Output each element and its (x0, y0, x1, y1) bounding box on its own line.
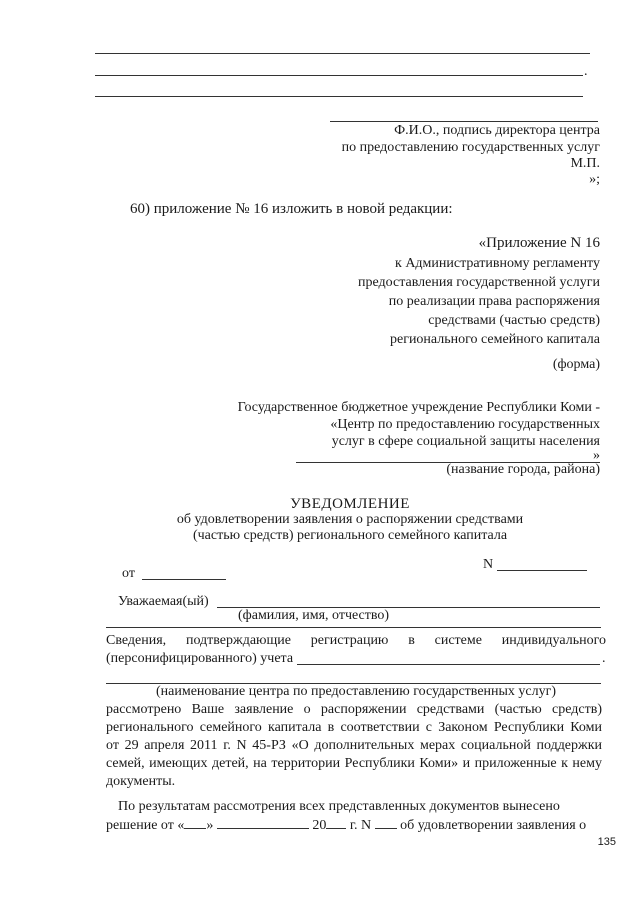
body-line-2: регионального семейного капитала в соответствии с Законом Республики Коми (106, 720, 602, 735)
amendment-text: 60) приложение № 16 изложить в новой редакции: (130, 201, 453, 217)
registration-period: . (602, 651, 606, 666)
fio-caption: (фамилия, имя, отчество) (238, 608, 390, 623)
result-month-blank (217, 816, 309, 829)
subtitle-line-2: (частью средств) регионального семейного капитала (192, 528, 508, 543)
registration-word-5: системе (434, 633, 482, 648)
blank-line-1 (95, 53, 590, 54)
body-line-3: от 29 апреля 2011 г. N 45-РЗ «О дополнительных мерах социальной поддержки (106, 738, 602, 753)
appendix-line-1: «Приложение N 16 (478, 235, 600, 251)
registration-word-1: Сведения, (106, 633, 167, 648)
registration-line-2: (персонифицированного) учета (106, 651, 294, 666)
result-decision-text: об удовлетворении заявления о (400, 818, 587, 833)
result-line-1: По результатам рассмотрения всех представленных документов вынесено (118, 799, 560, 814)
result-day-close: » (206, 818, 214, 833)
registration-word-4: в (408, 633, 415, 648)
appendix-line-3: предоставления государственной услуги (358, 275, 600, 290)
number-line (497, 570, 587, 571)
form-label: (форма) (552, 357, 600, 372)
signature-line (330, 121, 598, 122)
result-number-blank (375, 816, 397, 829)
registration-word-6: индивидуального (501, 633, 606, 648)
page-number: 135 (597, 836, 616, 848)
institution-line-3: услуг в сфере социальной защиты населения (331, 434, 600, 449)
appendix-line-2: к Административному регламенту (395, 256, 600, 271)
body-line-1: рассмотрено Ваше заявление о распоряжении средствами (частью средств) (106, 702, 602, 717)
signature-caption-1: Ф.И.О., подпись директора центра (394, 123, 600, 138)
result-year-prefix: 20 (312, 818, 327, 833)
greeting-label: Уважаемая(ый) (118, 594, 209, 609)
center-caption: (наименование центра по предоставлению государственных услуг) (156, 684, 557, 699)
registration-word-3: регистрацию (310, 633, 389, 648)
appendix-line-4: по реализации права распоряжения (388, 294, 600, 309)
registration-word-2: подтверждающие (185, 633, 291, 648)
stamp-label: М.П. (570, 156, 600, 171)
blank-line-3 (95, 96, 583, 97)
from-date-line (142, 579, 226, 580)
result-day-blank (184, 816, 206, 829)
registration-top-line (106, 627, 601, 628)
institution-line-2: «Центр по предоставлению государственных (330, 417, 600, 432)
appendix-line-6: регионального семейного капитала (389, 332, 600, 347)
body-line-4: семей, имеющих детей, на территории Республики Коми» и приложенные к нему (106, 756, 602, 771)
registration-fill-line (297, 664, 600, 665)
result-year-blank (326, 816, 346, 829)
city-caption: (название города, района) (446, 462, 600, 477)
from-label: от (122, 566, 135, 581)
subtitle-line-1: об удовлетворении заявления о распоряжении средствами (176, 512, 524, 527)
appendix-line-5: средствами (частью средств) (428, 313, 600, 328)
signature-caption-2: по предоставлению государственных услуг (341, 140, 600, 155)
body-line-5: документы. (106, 774, 176, 789)
closing-quote: »; (589, 172, 600, 187)
number-label: N (483, 557, 494, 572)
registration-line-1 (106, 633, 606, 650)
result-line-2 (106, 816, 586, 835)
result-number-label: г. N (349, 818, 372, 833)
blank-line-period: . (584, 64, 588, 79)
result-decision-label: решение от « (106, 818, 185, 833)
institution-quote-close: » (593, 448, 600, 463)
blank-line-2 (95, 75, 583, 76)
document-title: УВЕДОМЛЕНИЕ (290, 496, 410, 512)
institution-line-1: Государственное бюджетное учреждение Республики Коми - (237, 400, 600, 415)
